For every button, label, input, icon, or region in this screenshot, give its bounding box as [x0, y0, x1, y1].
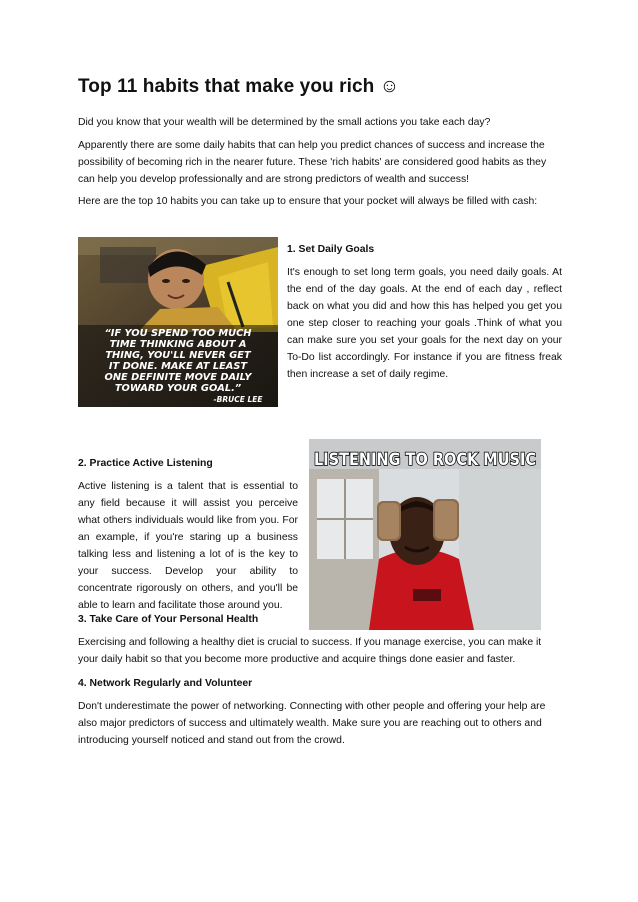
quote-line: ONE DEFINITE MOVE DAILY	[104, 372, 252, 383]
quote-author: -BRUCE LEE	[213, 395, 263, 404]
page-title: Top 11 habits that make you rich ☺	[78, 76, 400, 97]
quote-line: TOWARD YOUR GOAL.”	[114, 383, 242, 394]
listening-meme-image	[309, 439, 541, 630]
quote-line: “IF YOU SPEND TOO MUCH	[104, 328, 252, 339]
section-3-heading: 3. Take Care of Your Personal Health	[78, 614, 259, 625]
section-4-body: Don't underestimate the power of networking. Connecting with other people and offering your help are also major predictors of success and ultimately wealth. Make sure you are reaching out to others and introducing yourself noticed and stand out from the crowd.	[78, 701, 546, 746]
section-4-heading: 4. Network Regularly and Volunteer	[78, 678, 253, 689]
quote-text	[104, 328, 263, 404]
section-2-heading: 2. Practice Active Listening	[78, 458, 213, 469]
intro-paragraph-3: Here are the top 10 habits you can take up to ensure that your pocket will always be filled with cash:	[78, 196, 538, 207]
quote-line: IT DONE. MAKE AT LEAST	[108, 361, 248, 372]
section-3-body: Exercising and following a healthy diet is crucial to success. If you manage exercise, you can make it your daily habit so that you become more productive and acquire things done easier and faster.	[78, 637, 542, 665]
quote-line: THING, YOU'LL NEVER GET	[105, 350, 251, 361]
intro-paragraph-1: Did you know that your wealth will be determined by the small actions you take each day?	[78, 117, 491, 128]
intro-paragraph-2: Apparently there are some daily habits that can help you predict chances of success and increase the possibility of becoming rich in the nearer future. These 'rich habits' are considered good habits as they can help you develop professionally and are strong predictors of wealth and success!	[78, 140, 547, 185]
section-1-body: It's enough to set long term goals, you need daily goals. At the end of the day goals. At the end of each day , reflect back on what you did and how this has helped you get you one step closer to reaching your goals .Think of what you can make sure you set your goals for the next day on your To-Do list accordingly. For instance if you are fitness freak then increase a set of daily regime.	[287, 267, 562, 380]
section-1-heading: 1. Set Daily Goals	[287, 244, 375, 255]
bruce-lee-quote-image	[78, 237, 278, 407]
meme-caption: LISTENING TO ROCK MUSIC	[314, 450, 536, 469]
section-2-body: Active listening is a talent that is essential to any field because it will assist you perceive what others individuals would like from you. For an example, if you're staring up a business talking less and listening a lot of is the key to your success. Develop your ability to concentrate rigorously on others, and you'll be able to learn and facilitate those around you.	[78, 481, 298, 611]
quote-line: TIME THINKING ABOUT A	[109, 339, 247, 350]
